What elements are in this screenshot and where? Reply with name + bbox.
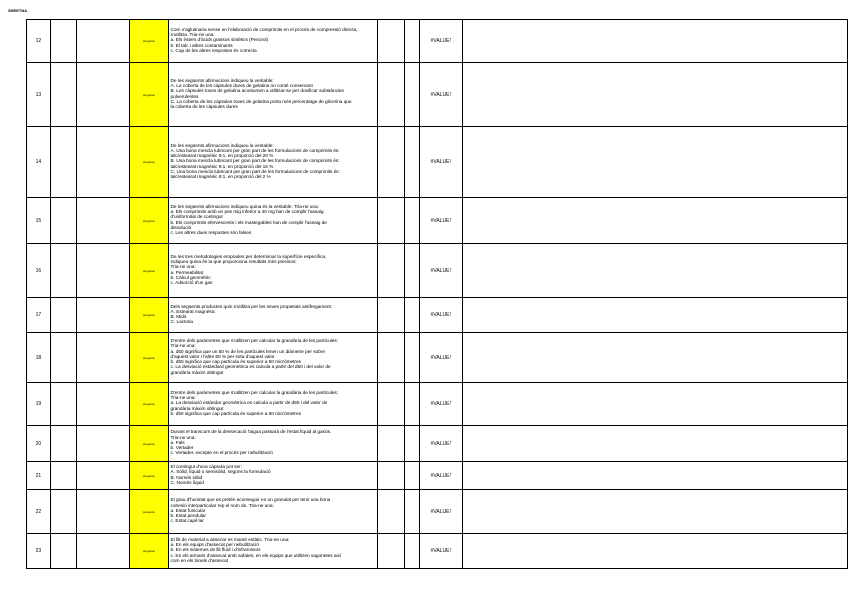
- value-cell: #VALUE!: [419, 426, 462, 462]
- question-type-cell: pregunta: [129, 63, 168, 127]
- empty-cell: [50, 383, 77, 426]
- table-row: [27, 20, 848, 63]
- row-number: 13: [27, 63, 51, 127]
- empty-cell: [378, 490, 405, 534]
- row-number: 15: [27, 198, 51, 244]
- question-cell: [168, 534, 378, 569]
- empty-cell: [50, 20, 77, 63]
- question-cell: [168, 198, 378, 244]
- value-cell: #VALUE!: [419, 383, 462, 426]
- table-row: [27, 198, 848, 244]
- empty-cell: [462, 534, 847, 569]
- question-text: De les següents afirmacions indiqueu la veritable: A. La coberta de les càpsules dures de gelatina no conté conservant B. Les càpsules toves de gelatina acostumen a utilitzar-se per dosificar substàncies pulverulentes C. La coberta de les càpsules toves de gelatina porta més percentatge de glicerina que la coberta de les càpsules dures: [170, 78, 352, 110]
- table-row: [27, 63, 848, 127]
- row-number: 20: [27, 426, 51, 462]
- empty-cell: [77, 490, 129, 534]
- value-cell: #VALUE!: [419, 63, 462, 127]
- empty-cell: [378, 63, 405, 127]
- empty-cell: [50, 462, 77, 490]
- empty-cell: [405, 462, 420, 490]
- empty-cell: [462, 383, 847, 426]
- question-cell: [168, 127, 378, 198]
- empty-cell: [50, 333, 77, 383]
- empty-cell: [77, 298, 129, 333]
- table-row: [27, 127, 848, 198]
- question-text: Durant el transcurs de la dessecació l'aigua passarà de l'estat líquid al gasós. Tria-ne una: a. Fals b. Vertader c. Vertader, excepte en el procés per nebulització: [170, 430, 332, 457]
- empty-cell: [462, 127, 847, 198]
- question-type-cell: pregunta: [129, 333, 168, 383]
- empty-cell: [405, 298, 420, 333]
- question-text: El contingut d'una càpsula pot ser: A. Sòlid, líquid o semisòlid, segons la formulació B. Només sòlid C. Només líquid: [170, 465, 271, 486]
- empty-cell: [462, 244, 847, 298]
- empty-cell: [77, 198, 129, 244]
- question-text: De les tres metodologies emprades per determinar la superfície específica, indiqueu quina és la que proporciona resultats més precisos: Tria-ne una: a. Permeabilitat b. Càlcul geomètric c. Adsorció d'un gas: [170, 254, 327, 286]
- empty-cell: [378, 20, 405, 63]
- row-number: 17: [27, 298, 51, 333]
- empty-cell: [378, 426, 405, 462]
- value-cell: #VALUE!: [419, 534, 462, 569]
- question-text: De les següents afirmacions indiqueu quina és la veritable: Tria-ne una: a. Els comprimits amb un pes mig inferior a 40 mg han de complir l'assaig d'uniformitat de contingut b. Els comprimits efervescents i els mastegables han de complir l'assaig de dissolució c. Les altres dues respostes són falses: [170, 204, 327, 236]
- question-type-cell: pregunta: [129, 490, 168, 534]
- empty-cell: [50, 490, 77, 534]
- question-text: Com s'aglutinaria sense en l'elaboració de comprimits en el procés de compressió directa, s'utilitza. Tria-ne una: a. Els èsters d'àcids grassos sintètics (Precirol) b. El talc i altres contaminants c. Cap de les altres respostes és correcta: [170, 27, 358, 54]
- empty-cell: [462, 63, 847, 127]
- empty-cell: [378, 333, 405, 383]
- question-text: Dels següents productes quin s'utilitza per les seves propietats antifregament: A. Estearat magnèsic B. Midó C. Lactosa: [170, 304, 332, 326]
- empty-cell: [405, 20, 420, 63]
- question-type-cell: pregunta: [129, 534, 168, 569]
- question-type-cell: pregunta: [129, 244, 168, 298]
- row-number: 18: [27, 333, 51, 383]
- table-row: [27, 534, 848, 569]
- empty-cell: [77, 20, 129, 63]
- empty-cell: [378, 198, 405, 244]
- question-text: De les següents afirmacions indiqueu la veritable: A. Una bona mescla lubricant per gran part de les formulacions de comprimits és: talc/estearat magnèsic 9:1, en proporció del 20 % B. Una bona mescla lubricant per gran part de les formulacions de comprimits és: talc/estearat magnèsic 9:1, en proporció del 15 % C. Una bona mescla lubricant per gran part de les formulacions de comprimits és: talc/estearat magnèsic 9:1, en proporció del 2 %: [170, 143, 340, 180]
- empty-cell: [378, 127, 405, 198]
- empty-cell: [378, 298, 405, 333]
- sheet-header: SHEETNA: [8, 8, 28, 13]
- empty-cell: [462, 20, 847, 63]
- empty-cell: [50, 127, 77, 198]
- value-cell: #VALUE!: [419, 244, 462, 298]
- value-cell: #VALUE!: [419, 490, 462, 534]
- question-cell: [168, 426, 378, 462]
- empty-cell: [378, 383, 405, 426]
- empty-cell: [462, 462, 847, 490]
- empty-cell: [405, 333, 420, 383]
- value-cell: #VALUE!: [419, 127, 462, 198]
- empty-cell: [77, 333, 129, 383]
- value-cell: #VALUE!: [419, 462, 462, 490]
- question-text: D'entre dels paràmetres que s'utilitzen per calcular la grandària de les partícules: Tria-ne una: a. La desviació estàndar geomètrica es calcula a partir de d50 i del valor de grandària màxim obtingut b. d50 significa que cap partícula és superior a 50 micròmetres: [170, 390, 338, 417]
- question-cell: [168, 490, 378, 534]
- question-rows: [27, 20, 848, 569]
- empty-cell: [462, 426, 847, 462]
- empty-cell: [462, 298, 847, 333]
- empty-cell: [405, 63, 420, 127]
- table-row: [27, 333, 848, 383]
- table-row: [27, 298, 848, 333]
- question-text: El llit de material a assecar es manté estàtic. Tria-ne una: a. En els equips d'assecat per nebulització b. En els sistemes de llit fluid i d'infrarossos c. En els armaris d'assecat amb safates, en els equips que utilitzen vagonetes així com en els túnels d'assecat: [170, 537, 342, 564]
- empty-cell: [405, 383, 420, 426]
- empty-cell: [405, 534, 420, 569]
- question-type-cell: pregunta: [129, 198, 168, 244]
- empty-cell: [50, 198, 77, 244]
- empty-cell: [378, 244, 405, 298]
- question-type-cell: pregunta: [129, 20, 168, 63]
- empty-cell: [405, 198, 420, 244]
- empty-cell: [50, 63, 77, 127]
- row-number: 19: [27, 383, 51, 426]
- empty-cell: [77, 426, 129, 462]
- value-cell: #VALUE!: [419, 298, 462, 333]
- empty-cell: [77, 244, 129, 298]
- question-cell: [168, 63, 378, 127]
- empty-cell: [405, 244, 420, 298]
- empty-cell: [405, 426, 420, 462]
- question-type-cell: pregunta: [129, 426, 168, 462]
- empty-cell: [462, 333, 847, 383]
- question-cell: [168, 244, 378, 298]
- table-row: [27, 426, 848, 462]
- row-number: 14: [27, 127, 51, 198]
- table-row: [27, 462, 848, 490]
- question-type-cell: pregunta: [129, 383, 168, 426]
- row-number: 16: [27, 244, 51, 298]
- question-text: El grau d'humitat que es pretén aconseguir en un granulat per tenir una bona cohesió interparticular rep el nom de. Tria-ne una: a. Estat funicular b. Estat pendular c. Estat capil·lar: [170, 498, 331, 525]
- question-cell: [168, 20, 378, 63]
- empty-cell: [462, 198, 847, 244]
- empty-cell: [50, 426, 77, 462]
- question-type-cell: pregunta: [129, 298, 168, 333]
- row-number: 23: [27, 534, 51, 569]
- question-table: [26, 19, 848, 569]
- row-number: 22: [27, 490, 51, 534]
- empty-cell: [378, 462, 405, 490]
- table-row: [27, 490, 848, 534]
- question-cell: [168, 333, 378, 383]
- value-cell: #VALUE!: [419, 333, 462, 383]
- table-row: [27, 244, 848, 298]
- empty-cell: [77, 534, 129, 569]
- question-text: D'entre dels paràmetres que s'utilitzen per calcular la grandària de les partícules: Tria-ne una: a. d50 significa que un 50 % de les partícules tenen un diàmetre per sobre d'aquest valor i l'altre 50 % per sota d'aquest valor b. d50 significa que cap partícula és superior a 50 micròmetres c. La desviació estàndard geomètrica es calcula a partir del d50 i del valor de grandària màxim obtingut: [170, 339, 338, 376]
- question-cell: [168, 383, 378, 426]
- table-row: [27, 383, 848, 426]
- empty-cell: [405, 490, 420, 534]
- empty-cell: [77, 383, 129, 426]
- empty-cell: [50, 298, 77, 333]
- question-type-cell: pregunta: [129, 462, 168, 490]
- value-cell: #VALUE!: [419, 20, 462, 63]
- question-cell: [168, 298, 378, 333]
- empty-cell: [77, 462, 129, 490]
- empty-cell: [77, 63, 129, 127]
- row-number: 21: [27, 462, 51, 490]
- empty-cell: [405, 127, 420, 198]
- row-number: 12: [27, 20, 51, 63]
- empty-cell: [77, 127, 129, 198]
- empty-cell: [50, 244, 77, 298]
- empty-cell: [462, 490, 847, 534]
- question-cell: [168, 462, 378, 490]
- empty-cell: [378, 534, 405, 569]
- question-type-cell: pregunta: [129, 127, 168, 198]
- value-cell: #VALUE!: [419, 198, 462, 244]
- empty-cell: [50, 534, 77, 569]
